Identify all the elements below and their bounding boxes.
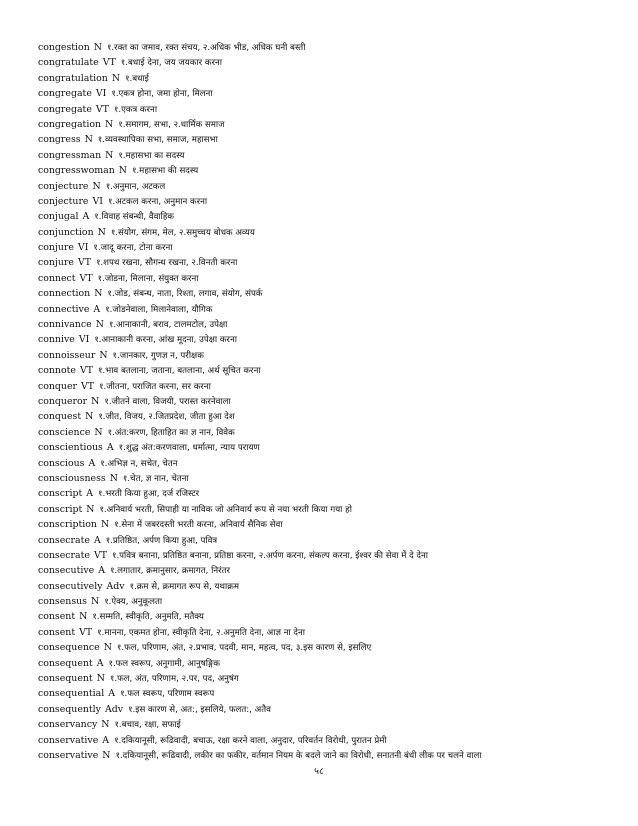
entry-headword: conjugal xyxy=(38,211,79,223)
entry-part-of-speech: N xyxy=(79,611,88,623)
dictionary-entry xyxy=(38,471,623,486)
entry-definition: १.फल स्वरूप, परिणाम स्वरूप xyxy=(120,689,215,700)
dictionary-entry xyxy=(38,517,623,532)
entry-part-of-speech: N xyxy=(105,118,114,130)
dictionary-entry xyxy=(38,163,623,178)
entry-headword: conservancy xyxy=(38,719,98,731)
entry-definition: १.ऐक्य, अनुकूलता xyxy=(104,597,163,608)
entry-headword: conscious xyxy=(38,457,85,469)
entry-headword: congratulation xyxy=(38,72,108,84)
entry-headword: congregate xyxy=(38,88,92,100)
entry-headword: connote xyxy=(38,365,76,377)
entry-definition: १.चेत, ज्ञ नान, चेतना xyxy=(122,473,189,484)
entry-headword: congregate xyxy=(38,103,92,115)
entry-headword: congregation xyxy=(38,118,102,130)
dictionary-entry xyxy=(38,302,623,317)
entry-headword: conquest xyxy=(38,411,82,423)
entry-part-of-speech: A xyxy=(88,457,96,469)
entry-headword: congresswoman xyxy=(38,165,115,177)
entry-headword: consecrate xyxy=(38,534,90,546)
entry-part-of-speech: VI xyxy=(78,334,90,346)
entry-part-of-speech: N xyxy=(118,165,127,177)
entry-definition: १.शपथ रखना, सौगन्ध रखना, २.विनती करना xyxy=(95,258,238,269)
entry-headword: conjecture xyxy=(38,180,89,192)
entry-headword: connection xyxy=(38,288,91,300)
entry-headword: conjure xyxy=(38,242,74,254)
dictionary-entry xyxy=(38,348,623,363)
entry-headword: congratulate xyxy=(38,57,99,69)
entry-definition: १.क्रम से, क्रमागत रूप से, यथाक्रम xyxy=(129,581,239,592)
entry-headword: consciousness xyxy=(38,472,106,484)
entry-definition: १.रक्त का जमाव, रक्त संचय, २.अधिक भीड, अधिक घनी बस्ती xyxy=(106,43,306,53)
entry-headword: conjecture xyxy=(38,195,89,207)
dictionary-entry xyxy=(38,502,623,517)
entry-definition: १.अटकल करना, अनुमान करना xyxy=(107,196,208,207)
entry-headword: consecrate xyxy=(38,549,90,561)
entry-part-of-speech: VT xyxy=(102,57,116,69)
entry-definition: १.जोड, संबन्ध, नाता, रिश्ता, लगाव, संयोग, संपर्क xyxy=(107,289,263,300)
entry-headword: consent xyxy=(38,611,76,623)
entry-part-of-speech: N xyxy=(103,642,112,654)
entry-headword: consequential xyxy=(38,688,105,700)
entry-part-of-speech: VT xyxy=(77,257,91,269)
entry-headword: consensus xyxy=(38,596,87,608)
entry-headword: connective xyxy=(38,303,90,315)
entry-part-of-speech: N xyxy=(94,288,103,300)
entry-part-of-speech: A xyxy=(98,565,105,577)
entry-headword: conscientious xyxy=(38,442,103,454)
dictionary-entry xyxy=(38,425,623,440)
entry-part-of-speech: VI xyxy=(77,242,89,254)
entry-definition: १.जोडना, मिलाना, संयुक्त करना xyxy=(97,273,199,284)
entry-part-of-speech: N xyxy=(84,134,93,146)
dictionary-entry xyxy=(38,563,623,578)
entry-definition: १.फल, परिणाम, अंत, २.प्रभाव, पदवी, मान, महत्व, पद, ३.इस कारण से, इसलिए xyxy=(116,643,372,654)
entry-part-of-speech: N xyxy=(111,72,121,84)
entry-headword: connive xyxy=(38,334,75,346)
dictionary-entry xyxy=(38,379,623,394)
entry-headword: congestion xyxy=(38,42,90,53)
entry-part-of-speech: VT xyxy=(79,365,93,377)
entry-definition: १.जीतने वाला, विजयी, परास्त करनेवाला xyxy=(104,396,231,407)
dictionary-entry xyxy=(38,656,623,671)
entry-headword: conscience xyxy=(38,426,91,438)
entry-definition: १.सम्मति, स्वीकृति, अनुमति, मतैक्य xyxy=(92,612,204,623)
entry-part-of-speech: A xyxy=(93,303,101,315)
entry-definition: १.जीतना, पराजित करना, सर करना xyxy=(99,381,211,392)
entry-headword: conjure xyxy=(38,257,74,269)
dictionary-entry xyxy=(38,271,623,286)
entry-part-of-speech: VI xyxy=(95,88,107,100)
entry-part-of-speech: VT xyxy=(93,549,107,561)
dictionary-entry xyxy=(38,40,623,55)
dictionary-entry xyxy=(38,733,623,748)
entry-definition: १.सेना में जबरदस्ती भरती करना, अनिवार्य सैनिक सेवा xyxy=(114,520,283,531)
dictionary-entry xyxy=(38,71,623,86)
entry-definition: १.अनुमान, अटकल xyxy=(105,181,166,192)
entry-part-of-speech: N xyxy=(91,596,100,608)
entry-part-of-speech: VT xyxy=(95,103,109,115)
entry-headword: conjunction xyxy=(38,226,94,238)
entry-part-of-speech: Adv xyxy=(104,703,124,715)
page-number: ५८ xyxy=(314,766,324,777)
dictionary-entry xyxy=(38,55,623,70)
dictionary-entry xyxy=(38,486,623,501)
entry-part-of-speech: N xyxy=(101,719,110,731)
entry-definition: १.जीत, विजय, २.जितप्रदेश, जीता हुआ देश xyxy=(98,412,235,423)
entry-definition: १.अंत:करण, हिताहित का ज्ञ नान, विवेक xyxy=(107,427,235,438)
dictionary-entry xyxy=(38,225,623,240)
entry-definition: १.बधाई xyxy=(125,73,149,84)
entry-definition: १.मानना, एकमत होना, स्वीकृति देना, २.अनुमति देना, आज्ञ ना देना xyxy=(97,627,305,638)
entry-headword: consequence xyxy=(38,642,100,654)
entry-definition: १.जानकार, गुणज्ञ न, परीक्षक xyxy=(112,350,204,361)
entry-definition: १.इस कारण से, अत:, इसलिये, फलत:, अतैव xyxy=(128,704,271,715)
entry-part-of-speech: VT xyxy=(79,272,93,284)
entry-part-of-speech: N xyxy=(105,149,114,161)
dictionary-entry xyxy=(38,702,623,717)
dictionary-entry xyxy=(38,117,623,132)
entry-definition: १.फल, अंत, परिणाम, २.पर, पद, अनुषंग xyxy=(109,674,239,685)
entry-definition: १.एकत्र करना xyxy=(113,104,158,115)
entry-headword: consequently xyxy=(38,703,101,715)
entry-definition: १.शुद्ध अंत:करणवाला, धर्मात्मा, न्याय परायण xyxy=(118,443,260,454)
dictionary-entry xyxy=(38,255,623,270)
entry-definition: १.व्यवस्थापिका सभा, समाज, महासभा xyxy=(97,135,218,146)
entry-headword: connivance xyxy=(38,319,92,331)
dictionary-entry xyxy=(38,548,623,563)
entry-definition: १.आनाकानी करना, आंख मूदना, उपेक्षा करना xyxy=(94,335,237,346)
entry-part-of-speech: N xyxy=(102,749,111,761)
dictionary-entry xyxy=(38,148,623,163)
entry-headword: conquer xyxy=(38,380,78,392)
dictionary-entry xyxy=(38,409,623,424)
entry-part-of-speech: A xyxy=(82,211,90,223)
entry-part-of-speech: N xyxy=(86,503,95,515)
dictionary-entry xyxy=(38,440,623,455)
entry-part-of-speech: VT xyxy=(79,626,93,638)
entry-definition: १.फल स्वरूप, अनुगामी, आनुषङ्गिक xyxy=(108,658,221,669)
dictionary-entry xyxy=(38,748,623,763)
entry-definition: १.प्रतिष्ठित, अर्पण किया हुआ, पवित्र xyxy=(105,535,218,546)
entry-definition: १.एकत्र होना, जमा होना, मिलना xyxy=(111,89,213,100)
entry-part-of-speech: N xyxy=(99,349,108,361)
entry-headword: consequent xyxy=(38,673,93,685)
entry-definition: १.आनाकानी, बराव, टालमटोल, उपेक्षा xyxy=(108,320,228,331)
dictionary-entry xyxy=(38,686,623,701)
entry-part-of-speech: N xyxy=(109,472,118,484)
dictionary-entry xyxy=(38,332,623,347)
entry-definition: १.अनिवार्य भरती, सिपाही या नाविक जो अनिवार्य रूप से नया भरती किया गया हो xyxy=(99,504,352,515)
dictionary-entry xyxy=(38,286,623,301)
dictionary-entry xyxy=(38,179,623,194)
dictionary-entry xyxy=(38,209,623,224)
dictionary-entry xyxy=(38,671,623,686)
entry-headword: conservative xyxy=(38,734,99,746)
entry-part-of-speech: A xyxy=(108,688,116,700)
entry-definition: १.पवित्र बनाना, प्रतिष्ठित बनाना, प्रतिष्ठा करना, २.अर्पण करना, संकल्प करना, ईश्वर की सेवा में दे देना xyxy=(111,550,428,561)
entry-part-of-speech: Adv xyxy=(106,580,125,592)
entry-headword: consecutive xyxy=(38,565,95,577)
dictionary-entry xyxy=(38,132,623,147)
dictionary-entry xyxy=(38,717,623,732)
entry-definition: १.समागम, सभा, २.धार्मिक समाज xyxy=(118,119,225,130)
entry-headword: consequent xyxy=(38,657,93,669)
entry-headword: consent xyxy=(38,626,76,638)
dictionary-entry xyxy=(38,194,623,209)
entry-definition: १.भरती किया हुआ, दर्ज रजिस्टर xyxy=(98,489,200,500)
entry-part-of-speech: A xyxy=(106,442,114,454)
entry-definition: १.जादू करना, टोना करना xyxy=(93,243,173,254)
entry-part-of-speech: N xyxy=(93,42,102,53)
entry-part-of-speech: A xyxy=(93,534,101,546)
entry-list xyxy=(38,40,623,763)
entry-definition: १.जोडनेवाला, मिलानेवाला, यौगिक xyxy=(105,304,213,315)
entry-part-of-speech: N xyxy=(97,226,106,238)
entry-definition: १.अभिज्ञ न, सचेत, चेतन xyxy=(100,458,178,469)
entry-part-of-speech: N xyxy=(96,673,105,685)
entry-definition: १.महासभा का सदस्य xyxy=(118,150,185,161)
entry-part-of-speech: A xyxy=(86,488,94,500)
entry-definition: १.विवाह संबन्धी, वैवाहिक xyxy=(94,212,174,223)
dictionary-entry xyxy=(38,102,623,117)
dictionary-entry xyxy=(38,363,623,378)
entry-part-of-speech: VI xyxy=(92,195,103,207)
entry-part-of-speech: N xyxy=(85,411,94,423)
entry-headword: conservative xyxy=(38,749,99,761)
entry-definition: १.बधाई देना, जय जयकार करना xyxy=(120,58,222,69)
entry-headword: consecutively xyxy=(38,580,103,592)
entry-definition: १.महासभा की सदस्य xyxy=(131,166,199,177)
dictionary-entry xyxy=(38,640,623,655)
entry-part-of-speech: N xyxy=(95,319,104,331)
entry-headword: connoisseur xyxy=(38,349,96,361)
entry-headword: conscription xyxy=(38,519,97,531)
entry-headword: conscript xyxy=(38,488,83,500)
entry-definition: १.दकियानूसी, रूढिवादी, बचाऊ, रक्षा करने वाला, अनुदार, परिवर्तन विरोधी, पुरातन प्रेमी xyxy=(114,735,387,746)
dictionary-entry xyxy=(38,456,623,471)
dictionary-entry xyxy=(38,579,623,594)
entry-headword: conqueror xyxy=(38,395,88,407)
entry-headword: congressman xyxy=(38,149,102,161)
entry-headword: conscript xyxy=(38,503,83,515)
entry-part-of-speech: N xyxy=(100,519,110,531)
entry-definition: १.बचाव, रक्षा, सफाई xyxy=(114,720,181,731)
entry-definition: १.लगातार, क्रमानुसार, क्रमागत, निरंतर xyxy=(109,566,231,577)
dictionary-entry xyxy=(38,594,623,609)
entry-part-of-speech: N xyxy=(94,426,103,438)
entry-part-of-speech: VT xyxy=(81,380,95,392)
entry-definition: १.भाव बतलाना, जताना, बतलाना, अर्थ सूचित करना xyxy=(97,366,261,377)
entry-headword: congress xyxy=(38,134,81,146)
entry-headword: connect xyxy=(38,272,76,284)
entry-part-of-speech: A xyxy=(102,734,110,746)
dictionary-entry xyxy=(38,394,623,409)
dictionary-entry xyxy=(38,533,623,548)
entry-definition: १.दकियानूसी, रूढिवादी, लकीर का फकीर, वर्तमान नियम के बदले जाने का विरोधी, सनातनी बंधी लीक पर चलने वाला xyxy=(115,750,482,761)
entry-part-of-speech: N xyxy=(92,180,101,192)
dictionary-entry xyxy=(38,625,623,640)
dictionary-entry xyxy=(38,86,623,101)
entry-part-of-speech: A xyxy=(96,657,104,669)
dictionary-entry xyxy=(38,609,623,624)
entry-definition: १.संयोग, संगम, मेल, २.समुच्चय बोधक अव्यय xyxy=(110,227,255,238)
dictionary-entry xyxy=(38,317,623,332)
entry-part-of-speech: N xyxy=(91,395,100,407)
dictionary-entry xyxy=(38,240,623,255)
